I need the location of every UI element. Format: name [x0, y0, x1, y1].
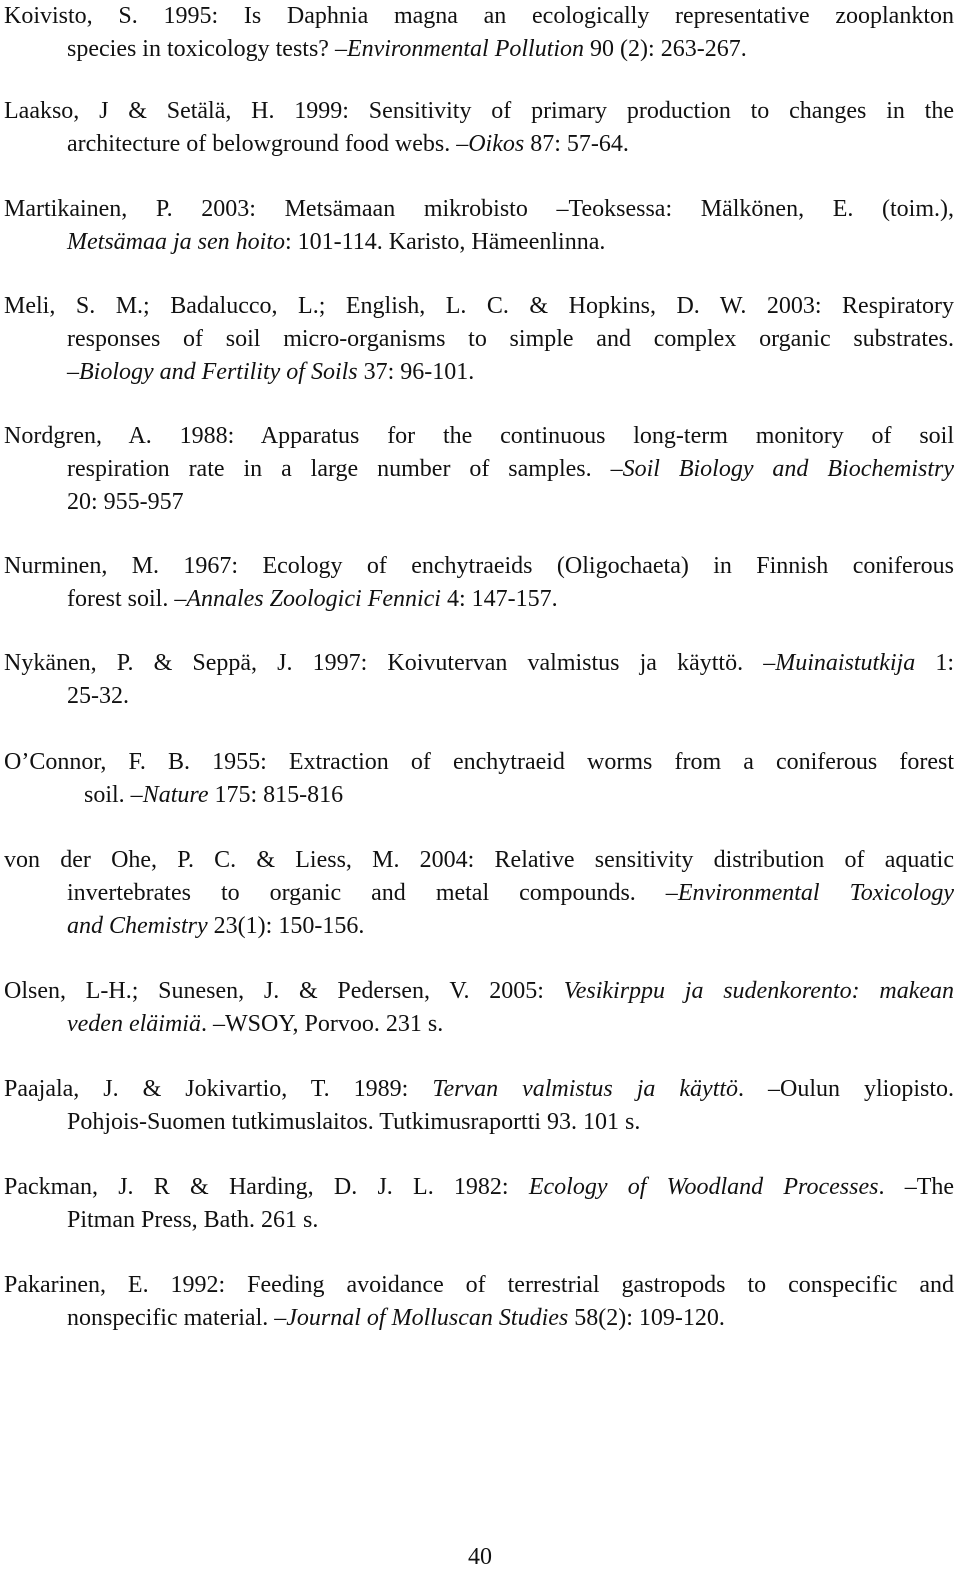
- reference-entry: [4, 1269, 954, 1335]
- reference-text: 1:: [915, 650, 954, 676]
- italic-title: Muinaistutkija: [775, 650, 916, 676]
- reference-entry: [4, 290, 954, 389]
- reference-line: [4, 226, 954, 259]
- reference-text: Nurminen, M. 1967: Ecology of enchytraeids (Oligochaeta) in Finnish coniferous: [4, 553, 954, 579]
- reference-line: [4, 910, 954, 943]
- reference-entry: [4, 550, 954, 616]
- reference-entry: [4, 746, 954, 812]
- italic-title: Environmental Pollution: [346, 36, 585, 62]
- reference-line: [4, 1302, 954, 1335]
- reference-line: [4, 975, 954, 1008]
- reference-text: Nykänen, P. & Seppä, J. 1997: Koivutervan valmistus ja käyttö. –: [4, 650, 776, 676]
- reference-text: 90 (2): 263-267.: [584, 36, 747, 62]
- reference-text: –: [67, 359, 79, 385]
- italic-title: Soil Biology and Biochemistry: [622, 456, 955, 482]
- reference-entry: [4, 193, 954, 259]
- reference-text: nonspecific material. –: [67, 1305, 287, 1331]
- reference-line: [4, 323, 954, 356]
- reference-line: [4, 453, 954, 486]
- reference-line: [4, 746, 954, 779]
- reference-line: [4, 1008, 954, 1041]
- italic-title: and Chemistry: [67, 913, 208, 939]
- reference-text: invertebrates to organic and metal compounds. –: [67, 880, 678, 906]
- reference-text: 20: 955-957: [67, 489, 184, 515]
- reference-entry: [4, 420, 954, 519]
- reference-entry: [4, 975, 954, 1041]
- reference-text: . –The: [878, 1174, 955, 1200]
- reference-text: Paajala, J. & Jokivartio, T. 1989:: [4, 1076, 433, 1102]
- reference-entry: [4, 1171, 954, 1237]
- reference-text: . –Oulun yliopisto.: [738, 1076, 955, 1102]
- reference-text: 25-32.: [67, 683, 129, 709]
- italic-title: Journal of Molluscan Studies: [286, 1305, 569, 1331]
- reference-entry: [4, 844, 954, 943]
- reference-entry: [4, 0, 954, 66]
- reference-text: Koivisto, S. 1995: Is Daphnia magna an ecologically representative zooplankton: [4, 3, 954, 29]
- reference-text: Olsen, L-H.; Sunesen, J. & Pedersen, V. 2005:: [4, 978, 564, 1004]
- reference-line: [4, 0, 954, 33]
- reference-text: Pakarinen, E. 1992: Feeding avoidance of terrestrial gastropods to conspecific and: [4, 1272, 954, 1298]
- reference-line: [4, 290, 954, 323]
- italic-title: Environmental Toxicology: [677, 880, 955, 906]
- reference-text: 87: 57-64.: [524, 131, 629, 157]
- reference-text: O’Connor, F. B. 1955: Extraction of enchytraeid worms from a coniferous forest: [4, 749, 954, 775]
- reference-text: Packman, J. R & Harding, D. J. L. 1982:: [4, 1174, 529, 1200]
- italic-title: Oikos: [468, 131, 525, 157]
- reference-text: Pitman Press, Bath. 261 s.: [67, 1207, 319, 1233]
- reference-entry: [4, 1073, 954, 1139]
- reference-line: [4, 1204, 954, 1237]
- reference-text: : 101-114. Karisto, Hämeenlinna.: [284, 229, 606, 255]
- reference-text: Meli, S. M.; Badalucco, L.; English, L. C. & Hopkins, D. W. 2003: Respiratory: [4, 293, 954, 319]
- reference-text: . –WSOY, Porvoo. 231 s.: [200, 1011, 444, 1037]
- page-number: 40: [468, 1544, 492, 1570]
- reference-line: [4, 1106, 954, 1139]
- reference-line: [4, 647, 954, 680]
- reference-line: [4, 550, 954, 583]
- reference-line: [4, 420, 954, 453]
- italic-title: Nature: [142, 782, 209, 808]
- italic-title: Tervan valmistus ja käyttö: [432, 1076, 739, 1102]
- reference-text: von der Ohe, P. C. & Liess, M. 2004: Relative sensitivity distribution of aquatic: [4, 847, 954, 873]
- reference-entry: [4, 647, 954, 713]
- reference-line: [4, 680, 954, 713]
- reference-text: architecture of belowground food webs. –: [67, 131, 469, 157]
- reference-line: [4, 844, 954, 877]
- reference-line: [4, 583, 954, 616]
- italic-title: Ecology of Woodland Processes: [528, 1174, 879, 1200]
- reference-text: 58(2): 109-120.: [568, 1305, 725, 1331]
- italic-title: veden eläimiä: [67, 1011, 201, 1037]
- reference-text: Martikainen, P. 2003: Metsämaan mikrobisto –Teoksessa: Mälkönen, E. (toim.),: [4, 196, 954, 222]
- reference-line: [4, 95, 954, 128]
- reference-line: [4, 356, 954, 389]
- reference-line: [4, 779, 954, 812]
- italic-title: Biology and Fertility of Soils: [79, 359, 358, 385]
- reference-line: [4, 1073, 954, 1106]
- reference-text: Laakso, J & Setälä, H. 1999: Sensitivity of primary production to changes in the: [4, 98, 954, 124]
- reference-line: [4, 1171, 954, 1204]
- reference-text: forest soil. –: [67, 586, 187, 612]
- italic-title: Vesikirppu ja sudenkorento: makean: [563, 978, 955, 1004]
- reference-text: species in toxicology tests? –: [67, 36, 347, 62]
- italic-title: Annales Zoologici Fennici: [186, 586, 441, 612]
- reference-line: [4, 877, 954, 910]
- reference-line: [4, 193, 954, 226]
- reference-entry: [4, 95, 954, 161]
- reference-text: responses of soil micro-organisms to simple and complex organic substrates.: [67, 326, 954, 352]
- reference-text: 4: 147-157.: [440, 586, 558, 612]
- reference-text: soil. –: [84, 782, 143, 808]
- reference-line: [4, 1269, 954, 1302]
- reference-line: [4, 33, 954, 66]
- italic-title: Metsämaa ja sen hoito: [67, 229, 285, 255]
- reference-text: Nordgren, A. 1988: Apparatus for the continuous long-term monitory of soil: [4, 423, 954, 449]
- reference-line: [4, 128, 954, 161]
- reference-text: 175: 815-816: [208, 782, 344, 808]
- reference-text: 37: 96-101.: [357, 359, 475, 385]
- reference-text: respiration rate in a large number of samples. –: [67, 456, 623, 482]
- reference-line: [4, 486, 954, 519]
- reference-text: Pohjois-Suomen tutkimuslaitos. Tutkimusraportti 93. 101 s.: [67, 1109, 641, 1135]
- reference-text: 23(1): 150-156.: [207, 913, 365, 939]
